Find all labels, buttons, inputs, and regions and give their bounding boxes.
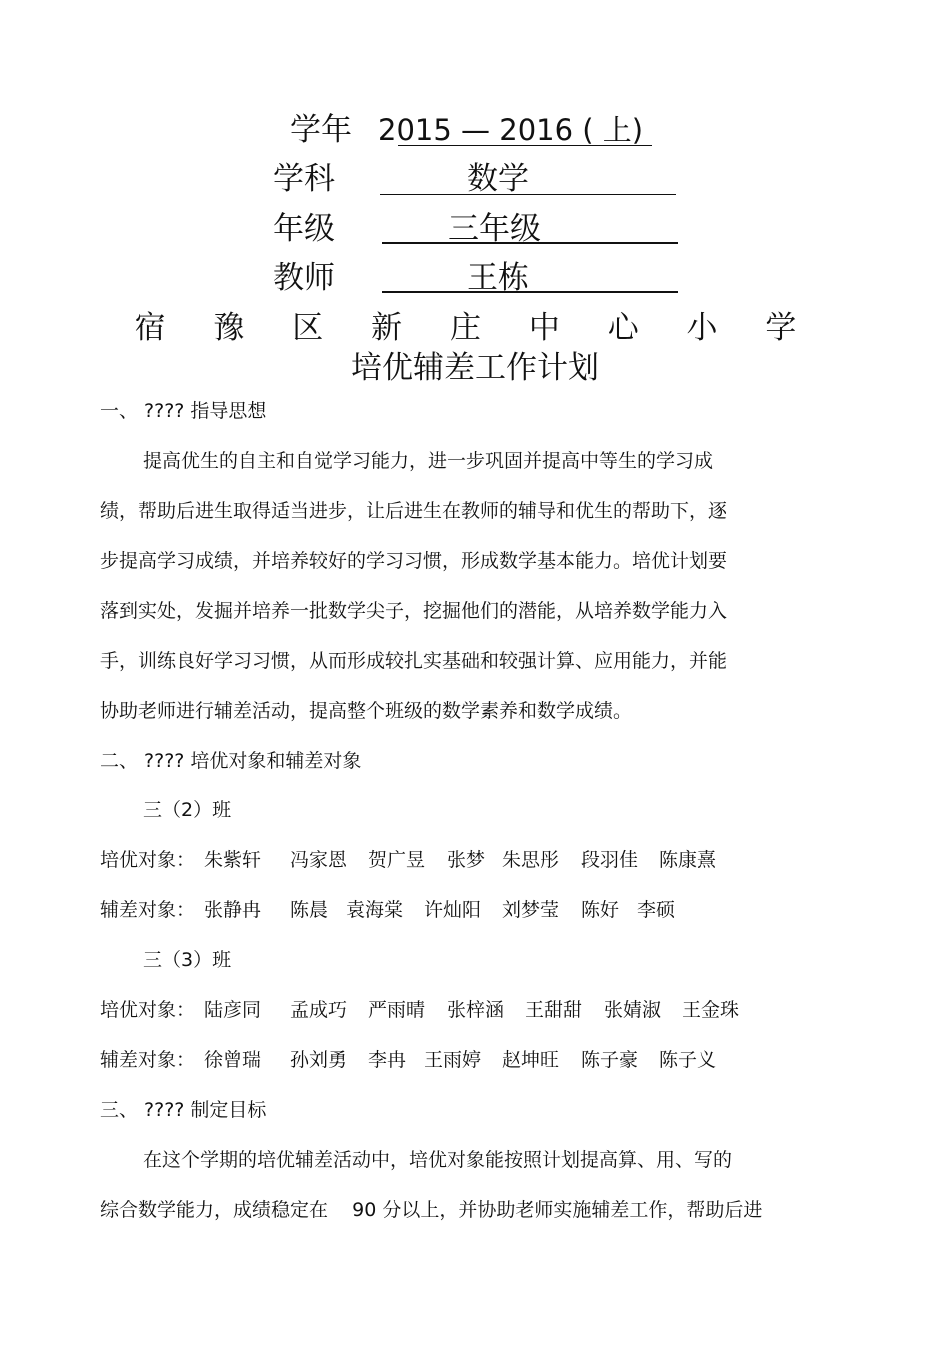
year-row <box>290 108 670 152</box>
student-name: 段羽佳 <box>581 849 639 871</box>
student-name: 赵坤旺 <box>502 1049 560 1071</box>
student-name: 王甜甜 <box>525 999 583 1021</box>
subject-row <box>273 157 683 201</box>
student-name: 徐曾瑞 <box>204 1049 262 1071</box>
student-name: 孟成巧 <box>290 999 348 1021</box>
grade-underline <box>382 242 678 244</box>
student-name: 陈子义 <box>659 1049 717 1071</box>
year-value: 2015 — 2016 ( 上) <box>378 113 644 147</box>
section-2-heading: 二、 ???? 培优对象和辅差对象 <box>100 750 362 772</box>
class-3-weak-row <box>100 1047 740 1073</box>
paragraph-line: 手，训练良好学习习惯，从而形成较扎实基础和较强计算、应用能力，并能 <box>100 650 728 672</box>
paragraph-line: 协助老师进行辅差活动，提高整个班级的数学素养和数学成绩。 <box>100 700 633 722</box>
weak-label: 辅差对象： <box>100 1049 196 1071</box>
student-name: 冯家恩 <box>290 849 348 871</box>
section-3-heading: 三、 ???? 制定目标 <box>100 1099 267 1121</box>
student-name: 朱思彤 <box>502 849 560 871</box>
class-3-excellent-row <box>100 997 760 1023</box>
section-1-heading: 一、 ???? 指导思想 <box>100 400 267 422</box>
student-name: 张梓涵 <box>447 999 505 1021</box>
teacher-underline <box>382 291 678 293</box>
class-2-label: 三（2）班 <box>143 799 232 821</box>
school-name: 宿 豫 区 新 庄 中 心 小 学 <box>134 310 816 346</box>
student-name: 刘梦莹 <box>502 899 560 921</box>
student-name: 陈子豪 <box>581 1049 639 1071</box>
student-name: 李硕 <box>637 899 676 921</box>
teacher-value: 王栋 <box>467 260 529 296</box>
student-name: 许灿阳 <box>424 899 482 921</box>
subject-value: 数学 <box>467 161 529 197</box>
subject-underline <box>380 194 676 195</box>
weak-label: 辅差对象： <box>100 899 196 921</box>
paragraph-line: 在这个学期的培优辅差活动中，培优对象能按照计划提高算、用、写的 <box>143 1149 733 1171</box>
student-name: 陈好 <box>581 899 620 921</box>
student-name: 朱紫轩 <box>204 849 262 871</box>
year-underline <box>398 145 652 146</box>
excellent-label: 培优对象： <box>100 999 196 1021</box>
paragraph-line: 落到实处，发掘并培养一批数学尖子，挖掘他们的潜能，从培养数学能力入 <box>100 600 728 622</box>
grade-row <box>273 207 683 251</box>
student-name: 陈康熹 <box>659 849 717 871</box>
plan-title: 培优辅差工作计划 <box>351 350 599 386</box>
student-name: 王金珠 <box>682 999 740 1021</box>
paragraph-line: 综合数学能力，成绩稳定在 90 分以上，并协助老师实施辅差工作，帮助后进 <box>100 1199 763 1221</box>
student-name: 李冉 <box>368 1049 407 1071</box>
subject-label: 学科 <box>273 161 335 197</box>
student-name: 严雨晴 <box>368 999 426 1021</box>
student-name: 陆彦同 <box>204 999 262 1021</box>
year-label: 学年 <box>290 112 352 148</box>
grade-value: 三年级 <box>448 211 541 247</box>
student-name: 陈晨 <box>290 899 329 921</box>
grade-label: 年级 <box>273 211 335 247</box>
student-name: 孙刘勇 <box>290 1049 348 1071</box>
class-2-excellent-row <box>100 847 740 873</box>
student-name: 贺广昱 <box>368 849 426 871</box>
excellent-label: 培优对象： <box>100 849 196 871</box>
student-name: 王雨婷 <box>424 1049 482 1071</box>
student-name: 张梦 <box>447 849 486 871</box>
student-name: 袁海棠 <box>346 899 404 921</box>
teacher-row <box>273 256 683 300</box>
class-2-weak-row <box>100 897 740 923</box>
class-3-label: 三（3）班 <box>143 949 232 971</box>
paragraph-line: 步提高学习成绩，并培养较好的学习习惯，形成数学基本能力。培优计划要 <box>100 550 728 572</box>
paragraph-line: 提高优生的自主和自觉学习能力，进一步巩固并提高中等生的学习成 <box>143 450 714 472</box>
student-name: 张婧淑 <box>604 999 662 1021</box>
student-name: 张静冉 <box>204 899 262 921</box>
teacher-label: 教师 <box>273 260 335 296</box>
paragraph-line: 绩，帮助后进生取得适当进步，让后进生在教师的辅导和优生的帮助下，逐 <box>100 500 728 522</box>
